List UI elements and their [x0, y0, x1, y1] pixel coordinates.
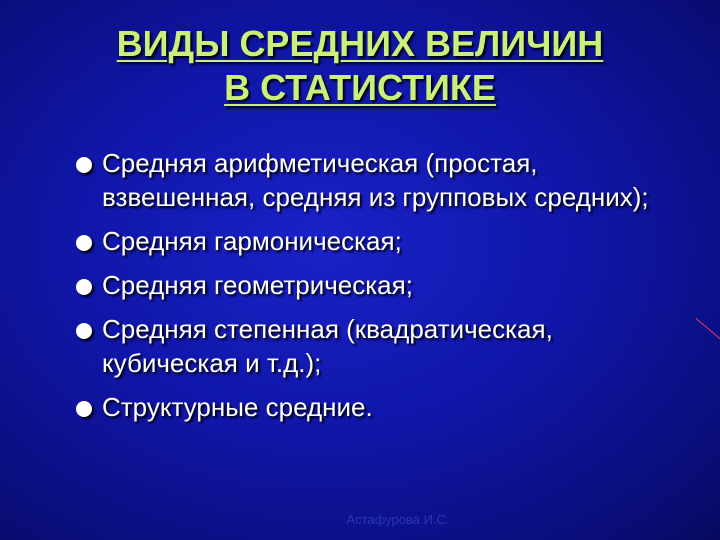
list-item [74, 224, 684, 258]
title-line-2: В СТАТИСТИКЕ [224, 67, 496, 108]
list-item-text: Средняя геометрическая; [102, 270, 413, 300]
slide-title [0, 22, 720, 110]
list-item-text: Средняя арифметическая (простая, взвешенная, средняя из групповых средних); [102, 148, 649, 212]
decorative-line [696, 318, 720, 344]
list-item-text: Структурные средние. [102, 392, 373, 422]
list-item [74, 146, 684, 214]
bullet-icon [76, 323, 92, 339]
bullet-icon [76, 401, 92, 417]
list-item [74, 312, 684, 380]
title-line-1: ВИДЫ СРЕДНИХ ВЕЛИЧИН [116, 23, 604, 64]
list-item [74, 390, 684, 424]
bullet-icon [76, 235, 92, 251]
bullet-list [74, 146, 684, 434]
bullet-icon [76, 279, 92, 295]
bullet-icon [76, 157, 92, 173]
list-item-text: Средняя степенная (квадратическая, кубическая и т.д.); [102, 314, 553, 378]
list-item-text: Средняя гармоническая; [102, 226, 402, 256]
footer-author: Астафурова И.С. [346, 512, 450, 527]
list-item [74, 268, 684, 302]
